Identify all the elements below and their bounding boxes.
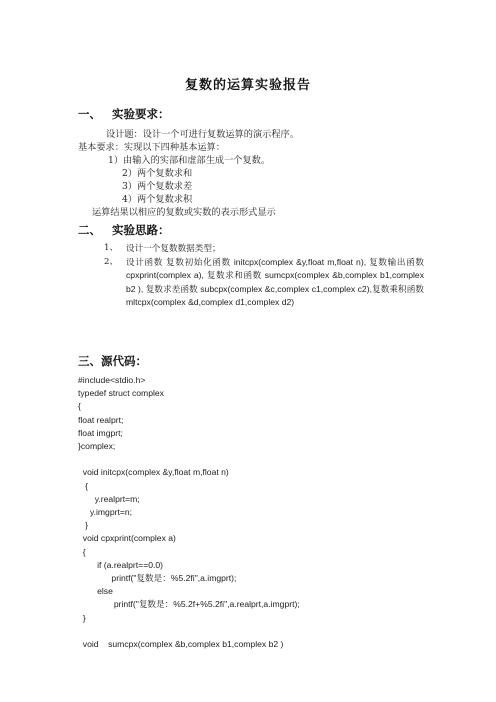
req-item-4: 4）两个复数求积 [122,194,193,205]
page-title: 复数的运算实验报告 [184,78,311,93]
code-line: void initcpx(complex &y,float m,float n) [78,467,229,478]
code-line: float imgprt; [78,427,123,438]
code-line: }complex; [78,441,116,452]
list-item [104,242,424,256]
section-number: 二、 [78,223,101,237]
code-line: printf("复数是：%5.2f+%5.2fi",a.realprt,a.imgprt); [78,599,300,610]
req-basic: 基本要求：实现以下四种基本运算： [78,142,225,153]
list-item-number: 2、 [104,256,119,267]
code-line: void cpxprint(complex a) [78,533,176,544]
req-item-1: 1）由输入的实部和虚部生成一个复数。 [108,155,271,166]
code-line: else [78,586,113,597]
idea-list [104,242,424,310]
list-item [104,256,424,310]
code-line: typedef struct complex [78,388,164,399]
section-heading-requirements [78,106,170,122]
code-line [78,625,300,638]
section-number: 一、 [78,107,101,121]
req-result: 运算结果以相应的复数或实数的表示形式显示 [92,207,276,218]
req-topic: 设计题：设计一个可进行复数运算的演示程序。 [106,129,299,140]
code-line [78,453,300,466]
code-line: #include<stdio.h> [78,375,146,385]
code-line: { [78,401,81,412]
section-heading-source [78,353,147,369]
section-title: 实验思路： [112,223,170,237]
code-line: if (a.realprt==0.0) [78,559,164,570]
req-item-3: 3）两个复数求差 [122,181,193,192]
section-title: 实验要求： [112,107,170,121]
req-item-2: 2）两个复数求和 [122,168,193,179]
list-item-text: 设计函数 复数初始化函数 initcpx(complex &y,float m,float n), 复数输出函数 cpxprint(complex a), 复数求和函数 sumcpx(complex &b,complex b1,complex b2 ), 复数求差函数 subcpx(complex &c,complex c1,complex c2),复数乘积函数 mltcpx(complex &d,complex d1,complex d2) [126,256,424,307]
source-code [78,374,300,651]
list-item-number: 1、 [104,243,119,253]
section-title: 三、源代码： [78,354,147,368]
code-line: { [78,480,89,491]
code-line: } [78,612,86,623]
code-line: { [78,546,86,557]
code-line: } [78,520,89,531]
section-heading-ideas [78,222,170,238]
list-item-text: 设计一个复数数据类型； [126,243,221,253]
code-line: printf("复数是：%5.2fi",a.imgprt); [78,573,237,584]
code-line: float realprt; [78,414,124,425]
code-line: y.imgprt=n; [78,507,133,518]
code-line: y.realprt=m; [78,493,140,504]
code-line: void sumcpx(complex &b,complex b1,complex b2 ) [78,639,284,650]
